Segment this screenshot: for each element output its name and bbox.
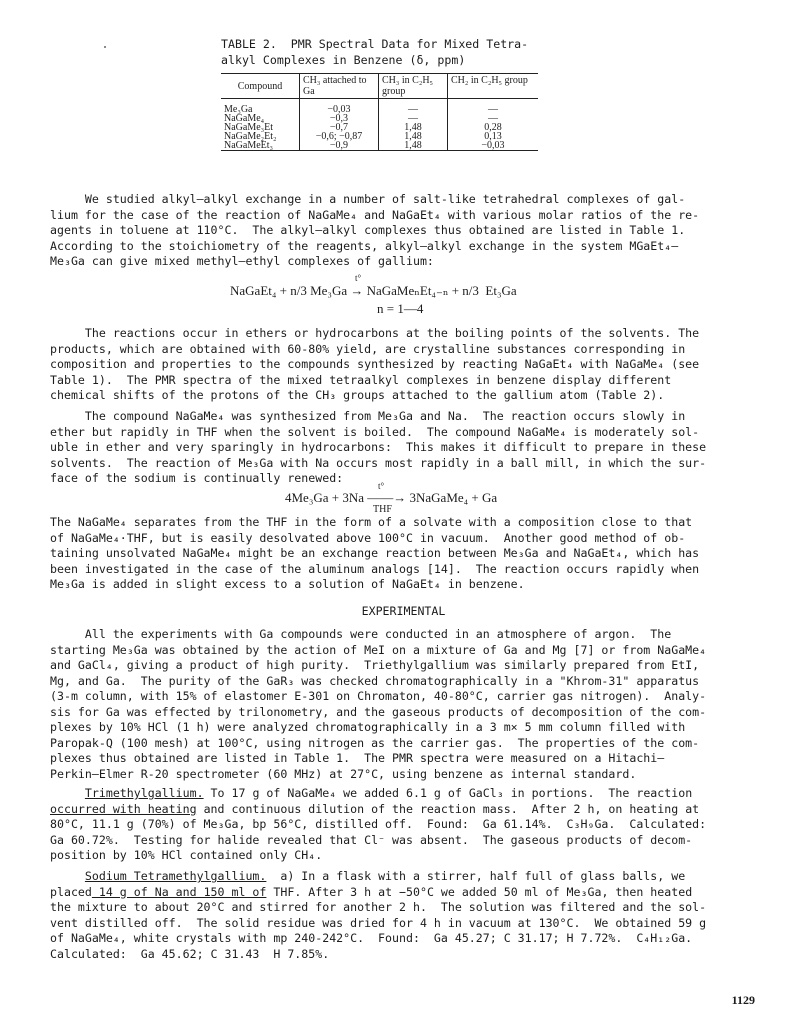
text-line: uble in ether and very sparingly in hydrocarbons: This makes it difficult to prepare in these — [50, 440, 707, 454]
text-line: plexes thus obtained are listed in Table 1. The PMR spectra were measured on a Hitachi– — [50, 751, 665, 765]
equation-1-condition: t° — [355, 273, 362, 283]
paragraph-reactions — [50, 326, 762, 404]
table-header-row — [221, 74, 538, 99]
section-heading-experimental: EXPERIMENTAL — [361, 604, 446, 618]
cell-ch2-et: −0,03 — [448, 141, 539, 151]
text-line: Mg, and Ga. The purity of the GaR₃ was checked chromatographically in a "Khrom-31" apparatus — [50, 673, 700, 688]
cell-compound: NaGaMeEt₃ — [221, 141, 300, 151]
text-line: Ga 60.72%. Testing for halide revealed that Cl⁻ was absent. The gaseous products of decom- — [50, 832, 693, 847]
cell-ch3-et: 1,48 — [379, 123, 448, 132]
text-line: ether but rapidly in THF when the solvent is boiled. The compound NaGaMe₄ is moderately sol- — [50, 424, 700, 439]
text-underlined: occurred with heating — [50, 801, 197, 816]
cell-ch2-et: — — [448, 105, 539, 114]
text-underlined: 14 g of Na and 150 ml of — [91, 884, 267, 899]
paragraph-alkyl-exchange — [50, 192, 762, 270]
cell-ch3-ga: −0,7 — [300, 123, 379, 132]
text-line: agents in toluene at 110°C. The alkyl–alkyl complexes thus obtained are listed in Table 1. — [50, 223, 686, 237]
text-line: All the experiments with Ga compounds were conducted in an atmosphere of argon. The — [50, 627, 672, 641]
text-line: The reactions occur in ethers or hydrocarbons at the boiling points of the solvents. The — [50, 326, 700, 340]
subsection-title-trimethylgallium: Trimethylgallium. — [84, 786, 204, 800]
page-number: 1129 — [731, 993, 755, 1007]
cell-ch3-ga: −0,6; −0,87 — [300, 132, 379, 141]
table-caption-line: TABLE 2. PMR Spectral Data for Mixed Tetra- — [221, 37, 529, 51]
text-line: chemical shifts of the protons of the CH₃ groups attached to the gallium atom (Table 2). — [50, 388, 665, 402]
text-line: Table 1). The PMR spectra of the mixed tetraalkyl complexes in benzene display different — [50, 372, 672, 387]
text-line: Paropak-Q (100 mesh) at 100°C, using nitrogen as the carrier gas. The properties of the com- — [50, 735, 700, 750]
cell-ch2-et: 0,28 — [448, 123, 539, 132]
text-line: been investigated in the case of the aluminum analogs [14]. The reaction occurs rapidly when — [50, 561, 700, 576]
cell-ch2-et: 0,13 — [448, 132, 539, 141]
text-line: solvents. The reaction of Me₃Ga with Na occurs most rapidly in a ball mill, in which the sur- — [50, 455, 707, 470]
col-header-ch3-ga: CH₃ attached to Ga — [300, 74, 379, 99]
table-caption — [221, 37, 528, 68]
paragraph-sodium-tetramethylgallium — [50, 869, 762, 962]
col-header-ch2-et: CH₂ in C₂H₅ group — [448, 74, 539, 99]
text-line: of NaGaMe₄, white crystals with mp 240-242°C. Found: Ga 45.27; C 31.17; H 7.72%. C₄H₁₂Ga. — [50, 931, 693, 945]
equation-2: 4Me₃Ga + 3Na ——→ 3NaGaMe₄ + Ga — [285, 490, 498, 505]
subsection-title-sodium-tetramethylgallium: Sodium Tetramethylgallium. — [84, 869, 267, 883]
text-line: the mixture to about 20°C and stirred for another 2 h. The solution was filtered and the sol- — [50, 900, 707, 914]
text-line: plexes by 10% HCl (1 h) were analyzed chromatographically in a 3 m× 5 mm column filled with — [50, 720, 686, 734]
cell-ch2-et: — — [448, 114, 539, 123]
text-line: starting Me₃Ga was obtained by the action of MeI on a mixture of Ga and Mg [7] or from NaGaMe₄ — [50, 642, 707, 657]
text-line: composition and properties to the compounds synthesized by reacting NaGaEt₄ with NaGaMe₄ (see — [50, 357, 700, 371]
equation-1: NaGaEt₄ + n/3 Me₃Ga → NaGaMeₙEt₄₋ₙ + n/3 Et₃Ga — [230, 283, 517, 298]
text-line: and continuous dilution of the reaction mass. After 2 h, on heating at — [196, 801, 700, 816]
text-line: Me₃Ga can give mixed methyl–ethyl complexes of gallium: — [50, 254, 434, 268]
text-line: a) In a flask with a stirrer, half full of glass balls, we — [266, 869, 686, 883]
equation-2-solvent: THF — [373, 504, 392, 515]
equation-1-range: n = 1—4 — [377, 301, 424, 316]
text-line: of NaGaMe₄·THF, but is easily desolvated above 100°C in vacuum. Another good method of ob- — [50, 530, 686, 545]
text-line: vent distilled off. The solid residue was dried for 4 h in vacuum at 130°C. We obtained 59 g — [50, 915, 707, 930]
text-line: The NaGaMe₄ separates from the THF in the form of a solvate with a composition close to that — [50, 515, 693, 529]
col-header-ch3-et: CH₃ in C₂H₅ group — [379, 74, 448, 99]
col-header-compound: Compound — [221, 74, 300, 99]
paragraph-trimethylgallium — [50, 786, 762, 864]
text-line: position by 10% HCl contained only CH₄. — [50, 848, 323, 862]
table-row — [221, 141, 538, 151]
equation-2-condition: t° — [378, 481, 385, 491]
text-line: lium for the case of the reaction of NaGaMe₄ and NaGaEt₄ with various molar ratios of the re- — [50, 207, 700, 222]
text-line: taining unsolvated NaGaMe₄ might be an exchange reaction between Me₃Ga and NaGaEt₄, which has — [50, 546, 700, 560]
text-line: and GaCl₄, giving a product of high purity. Triethylgallium was similarly prepared from EtI, — [50, 658, 700, 672]
cell-ch3-ga: −0,3 — [300, 114, 379, 123]
cell-ch3-ga: −0,9 — [300, 141, 379, 151]
cell-ch3-et: — — [379, 105, 448, 114]
text-line: Me₃Ga is added in slight excess to a solution of NaGaEt₄ in benzene. — [50, 577, 525, 591]
text-line: (3-m column, with 15% of elastomer E-301 on Chromaton, 40-80°C, carrier gas nitrogen). Analy- — [50, 689, 707, 703]
text-line: Calculated: Ga 45.62; C 31.43 H 7.85%. — [50, 946, 330, 961]
paragraph-experimental — [50, 627, 762, 782]
text-line: We studied alkyl–alkyl exchange in a number of salt-like tetrahedral complexes of gal- — [50, 192, 686, 206]
text-line: Perkin–Elmer R-20 spectrometer (60 MHz) at 27°C, using benzene as internal standard. — [50, 766, 637, 781]
text-line: To 17 g of NaGaMe₄ we added 6.1 g of GaCl₃ in portions. The reaction — [203, 786, 693, 800]
cell-ch3-et: 1,48 — [379, 132, 448, 141]
text-line: sis for Ga was effected by trilonometry, and the gaseous products of decomposition of the com- — [50, 704, 707, 719]
cell-compound: NaGaMe₄ — [224, 113, 265, 124]
cell-ch3-ga: −0,03 — [300, 105, 379, 114]
text-line: 80°C, 11.1 g (70%) of Me₃Ga, bp 56°C, distilled off. Found: Ga 61.14%. C₃H₉Ga. Calculated: — [50, 817, 707, 831]
cell-compound: NaGaMe₃Et — [224, 122, 274, 133]
cell-compound: Me₃Ga — [224, 104, 253, 115]
cell-compound: NaGaMe₂Et₂ — [224, 131, 277, 142]
cell-ch3-et: 1,48 — [379, 141, 448, 151]
cell-ch3-et: — — [379, 114, 448, 123]
text-line: THF. After 3 h at −50°C we added 50 ml of Me₃Ga, then heated — [266, 884, 693, 899]
paragraph-solvate — [50, 515, 762, 593]
text-line: products, which are obtained with 60-80% yield, are crystalline substances corresponding in — [50, 341, 686, 356]
text-line: According to the stoichiometry of the reagents, alkyl–alkyl exchange in the system MGaEt₄– — [50, 238, 679, 253]
paragraph-synthesis — [50, 409, 762, 487]
table-caption-line: alkyl Complexes in Benzene (δ, ppm) — [221, 52, 466, 67]
scan-speck — [104, 46, 106, 48]
text-line: The compound NaGaMe₄ was synthesized from Me₃Ga and Na. The reaction occurs slowly in — [50, 409, 686, 423]
pmr-table — [221, 73, 538, 151]
text-line: face of the sodium is continually renewed: — [50, 471, 344, 485]
text-line: placed — [50, 884, 92, 899]
